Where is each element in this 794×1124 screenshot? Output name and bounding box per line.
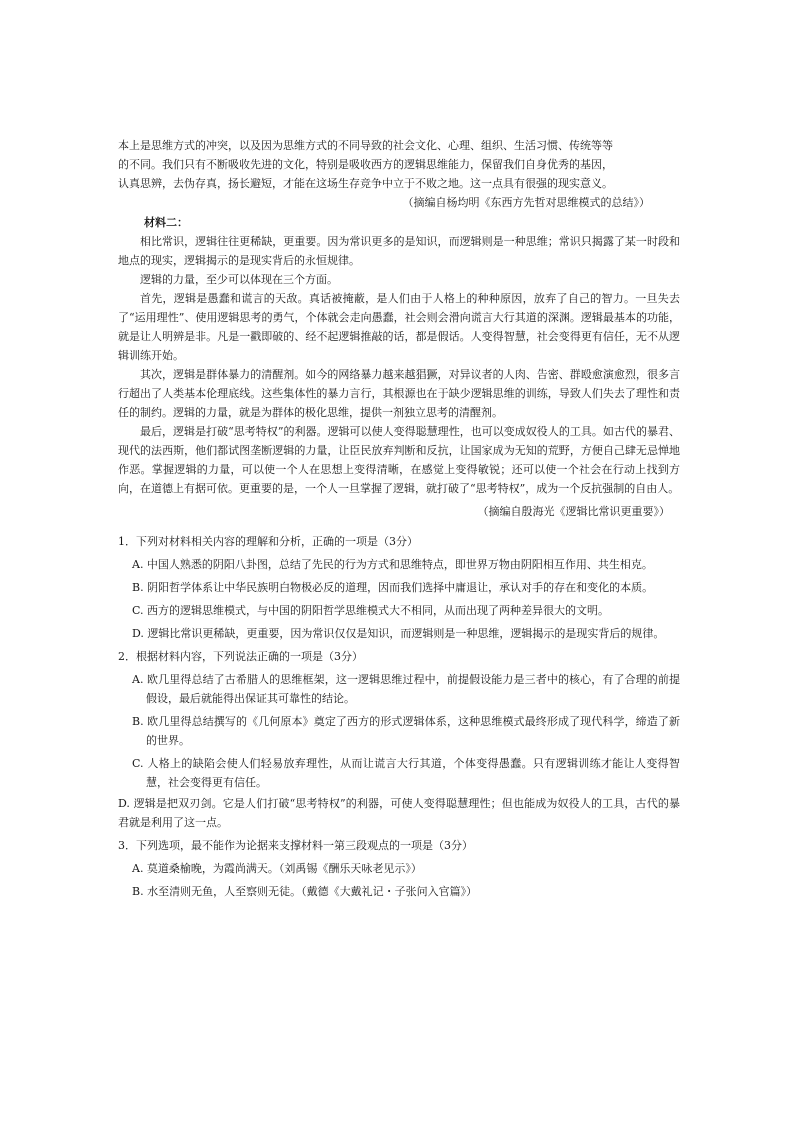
option-a: A. 欧几里得总结了古希腊人的思维框架，这一逻辑思维过程中，前提假设能力是三者中的核心，有了合理的前提假设，最后就能得出保证其可靠性的结论。 [132, 673, 680, 705]
question-2 [118, 647, 680, 832]
paragraph: 相比常识，逻辑往往更稀缺，更重要。因为常识更多的是知识，而逻辑则是一种思维；常识只揭露了某一时段和地点的现实，逻辑揭示的是现实背后的永恒规律。 [118, 235, 680, 267]
option-a: A. 莫道桑榆晚，为霞尚满天。（刘禹锡《酬乐天咏老见示》） [132, 862, 422, 875]
option-a: A. 中国人熟悉的阴阳八卦图，总结了先民的行为方式和思维特点，即世界万物由阴阳相互作用、共生相克。 [132, 558, 653, 571]
questions [118, 528, 680, 901]
material2-source: （摘编自殷海光《逻辑比常识更重要》） [477, 505, 670, 518]
material1-tail [118, 136, 680, 212]
text-line: 本上是思维方式的冲突，以及因为思维方式的不同导致的社会文化、心理、组织、生活习惯、传统等等 [118, 139, 613, 152]
question-1 [118, 532, 680, 643]
paragraph: 最后，逻辑是打破“思考特权”的利器。逻辑可以使人变得聪慧理性，也可以变成奴役人的工具。如古代的暴君、现代的法西斯，他们都试图垄断逻辑的力量，让臣民放弃判断和反抗，让国家成为无知的荒野，方便自己肆无忌惮地作恶。掌握逻辑的力量，可以使一个人在思想上变得清晰，在感觉上变得敏锐；还可以使一个社会在行动上找到方向，在道德上有据可依。更重要的是，一个人一旦掌握了逻辑，就打破了“思考特权”，成为一个反抗强制的自由人。 [118, 425, 680, 495]
paragraph: 逻辑的力量，至少可以体现在三个方面。 [140, 273, 338, 286]
paragraph: 其次，逻辑是群体暴力的清醒剂。如今的网络暴力越来越猖獗，对异议者的人肉、告密、群殴愈演愈烈，很多言行超出了人类基本伦理底线。这些集体性的暴力言行，其根源也在于缺少逻辑思维的训练，导致人们失去了理性和责任的制约。逻辑的力量，就是为群体的极化思维，提供一剂独立思考的清醒剂。 [118, 368, 680, 419]
question-stem: 2．根据材料内容，下列说法正确的一项是（3分） [118, 650, 363, 663]
option-b: B. 欧几里得总结撰写的《几何原本》奠定了西方的形式逻辑体系，这种思维模式最终形成了现代科学，缔造了新的世界。 [132, 715, 680, 747]
option-c: C. 西方的逻辑思维模式，与中国的阴阳哲学思维模式大不相同，从而出现了两种差异很大的文明。 [132, 604, 610, 617]
option-c: C. 人格上的缺陷会使人们轻易放弃理性，从而让谎言大行其道，个体变得愚蠢。只有逻辑训练才能让人变得智慧，社会变得更有信任。 [132, 757, 680, 789]
paragraph: 首先，逻辑是愚蠢和谎言的天敌。真话被掩蔽，是人们由于人格上的种种原因，放弃了自己的智力。一旦失去了“运用理性”、使用逻辑思考的勇气，个体就会走向愚蠢，社会则会滑向谎言大行其道的深渊。逻辑最基本的功能，就是让人明辨是非。凡是一戳即破的、经不起逻辑推敲的话，都是假话。人变得智慧，社会变得更有信任，无不从逻辑训练开始。 [118, 292, 680, 362]
material2-heading: 材料二： [144, 216, 188, 229]
option-d: D. 逻辑是把双刃剑。它是人们打破“思考特权”的利器，可使人变得聪慧理性；但也能成为奴役人的工具，古代的暴君就是利用了这一点。 [118, 797, 680, 829]
material1-source: （摘编自杨均明《东西方先哲对思维模式的总结》） [402, 196, 650, 209]
option-d: D. 逻辑比常识更稀缺，更重要，因为常识仅仅是知识，而逻辑则是一种思维，逻辑揭示的是现实背后的规律。 [132, 627, 665, 640]
text-line: 的不同。我们只有不断吸收先进的文化，特别是吸收西方的逻辑思维能力，保留我们自身优秀的基因， [118, 158, 613, 171]
question-3 [118, 836, 680, 901]
material2 [118, 213, 680, 521]
question-stem: 3．下列选项，最不能作为论据来支撑材料一第三段观点的一项是（3分） [118, 839, 473, 852]
option-b: B. 水至清则无鱼，人至察则无徒。（戴德《大戴礼记・子张问入官篇》） [132, 885, 478, 898]
option-b: B. 阴阳哲学体系让中华民族明白物极必反的道理，因而我们选择中庸退让，承认对手的存在和变化的本质。 [132, 581, 654, 594]
question-stem: 1．下列对材料相关内容的理解和分析，正确的一项是（3分） [118, 535, 418, 548]
text-line: 认真思辨，去伪存真，扬长避短，才能在这场生存竞争中立于不败之地。这一点具有很强的现实意义。 [118, 177, 613, 190]
